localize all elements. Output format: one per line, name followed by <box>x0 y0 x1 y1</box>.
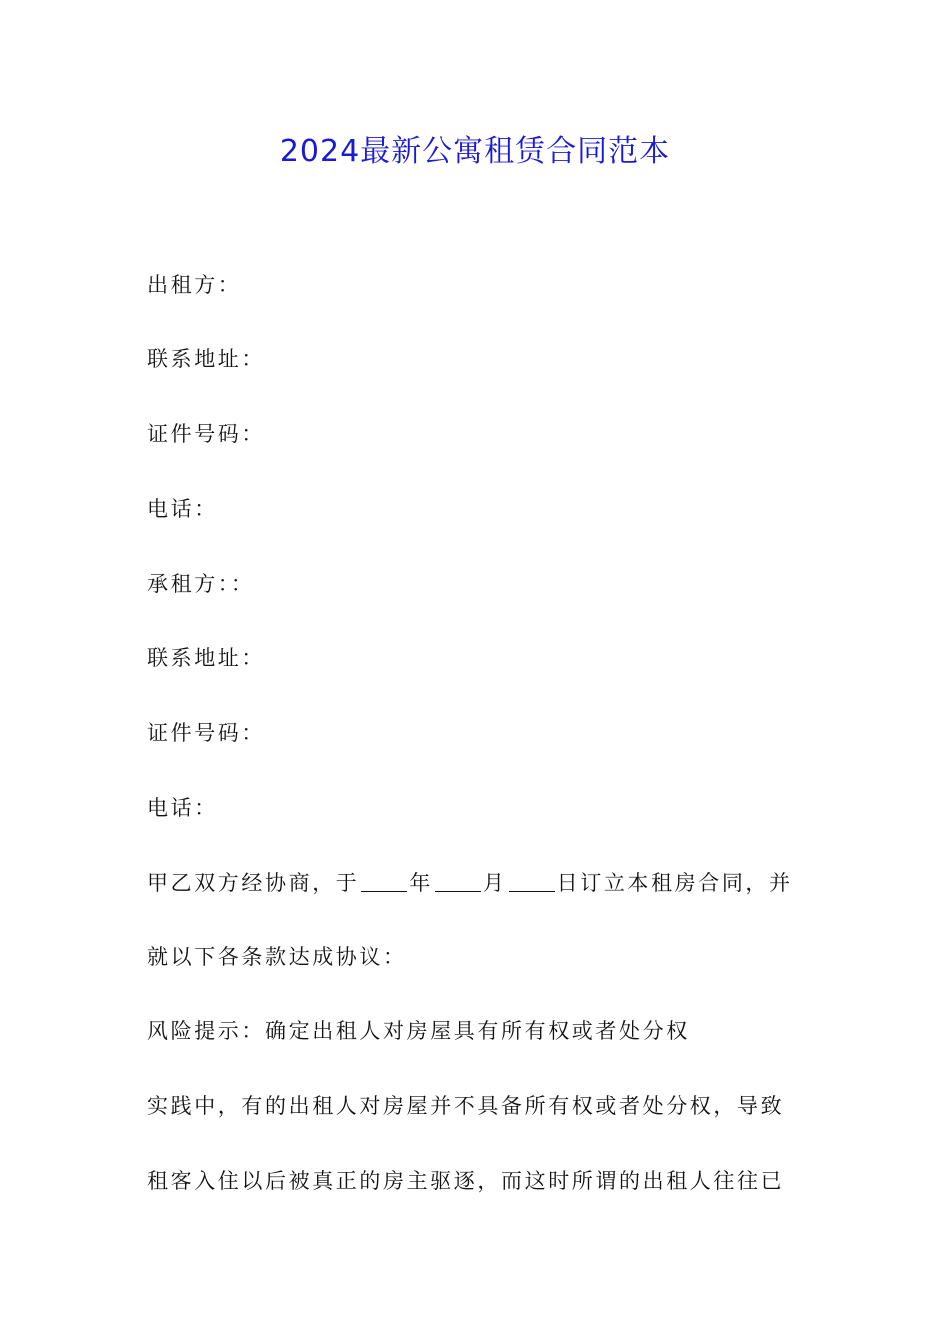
risk-paragraph-line-2: 租客入住以后被真正的房主驱逐，而这时所谓的出租人往往已 <box>147 1169 785 1193</box>
lessee-label: 承租方：： <box>147 572 255 596</box>
lessor-phone-label: 电话： <box>147 497 218 521</box>
lessee-phone-label: 电话： <box>147 796 218 820</box>
agreement-line-2: 就以下各条款达成协议： <box>147 945 407 969</box>
lessor-id-label: 证件号码： <box>147 422 265 446</box>
document-title: 2024最新公寓租赁合同范本 <box>279 134 671 169</box>
lessor-label: 出租方： <box>147 273 242 297</box>
month-label: 月 <box>483 871 507 895</box>
year-blank <box>361 871 407 892</box>
agreement-text-part1: 甲乙双方经协商，于 <box>147 871 360 895</box>
month-blank <box>435 871 481 892</box>
year-label: 年 <box>409 871 434 895</box>
agreement-line-1 <box>147 868 793 898</box>
lessee-id-label: 证件号码： <box>147 721 265 745</box>
lessor-address-label: 联系地址： <box>147 347 265 371</box>
lessee-address-label: 联系地址： <box>147 646 265 670</box>
risk-paragraph-line-1: 实践中，有的出租人对房屋并不具备所有权或者处分权，导致 <box>147 1094 785 1118</box>
day-blank <box>509 871 555 892</box>
risk-heading: 风险提示：确定出租人对房屋具有所有权或者处分权 <box>147 1019 690 1043</box>
agreement-text-part2: 日订立本租房合同，并 <box>556 871 793 895</box>
